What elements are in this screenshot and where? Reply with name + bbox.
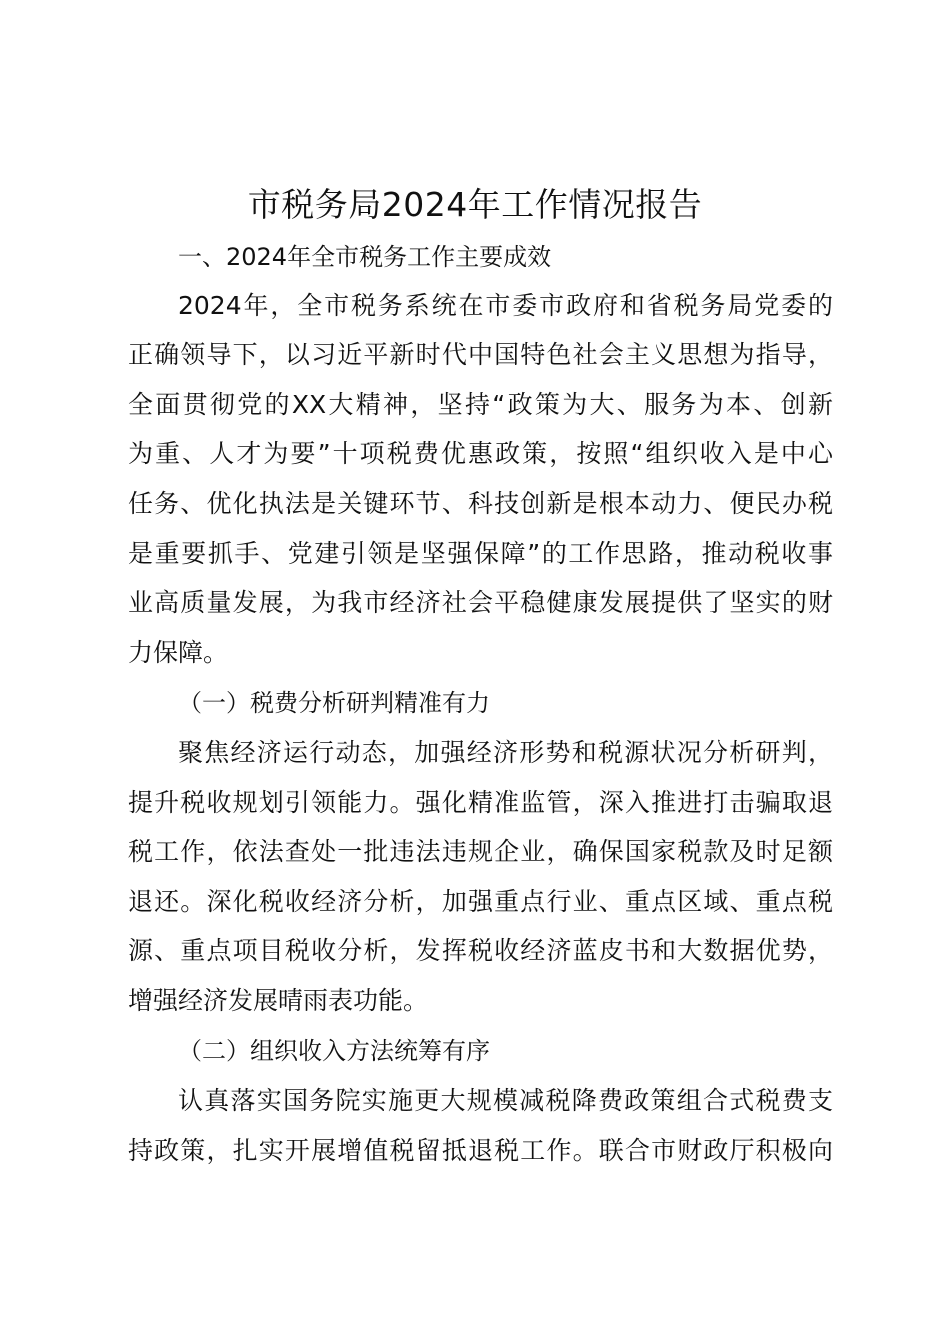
paragraph-line: 认真落实国务院实施更大规模减税降费政策组合式税费支 [178, 1086, 833, 1115]
paragraph-line: 税工作，依法查处一批违法违规企业，确保国家税款及时足额 [128, 837, 833, 866]
paragraph-line: 提升税收规划引领能力。强化精准监管，深入推进打击骗取退 [128, 788, 833, 817]
paragraph-line: 为重、人才为要”十项税费优惠政策，按照“组织收入是中心 [128, 439, 833, 468]
paragraph-line: 任务、优化执法是关键环节、科技创新是根本动力、便民办税 [128, 489, 833, 518]
paragraph-line: 正确领导下，以习近平新时代中国特色社会主义思想为指导， [128, 340, 833, 369]
paragraph-line: 2024年，全市税务系统在市委市政府和省税务局党委的 [178, 291, 833, 320]
paragraph-line: 退还。深化税收经济分析，加强重点行业、重点区域、重点税 [128, 887, 833, 916]
section-heading-1: 一、2024年全市税务工作主要成效 [178, 243, 552, 271]
paragraph-line: 聚焦经济运行动态，加强经济形势和税源状况分析研判， [178, 738, 833, 767]
document-title: 市税务局2024年工作情况报告 [247, 185, 703, 224]
subsection-heading-2: （二）组织收入方法统筹有序 [178, 1037, 490, 1065]
paragraph-line: 力保障。 [128, 638, 229, 667]
paragraph-line: 源、重点项目税收分析，发挥税收经济蓝皮书和大数据优势， [128, 936, 833, 965]
paragraph-line: 是重要抓手、党建引领是坚强保障”的工作思路，推动税收事 [128, 539, 833, 568]
paragraph-line: 业高质量发展，为我市经济社会平稳健康发展提供了坚实的财 [128, 588, 833, 617]
paragraph-line: 持政策，扎实开展增值税留抵退税工作。联合市财政厅积极向 [128, 1136, 833, 1165]
paragraph-line: 全面贯彻党的XX大精神，坚持“政策为大、服务为本、创新 [128, 390, 833, 419]
paragraph-line: 增强经济发展晴雨表功能。 [128, 986, 429, 1015]
subsection-heading-1: （一）税费分析研判精准有力 [178, 689, 490, 717]
